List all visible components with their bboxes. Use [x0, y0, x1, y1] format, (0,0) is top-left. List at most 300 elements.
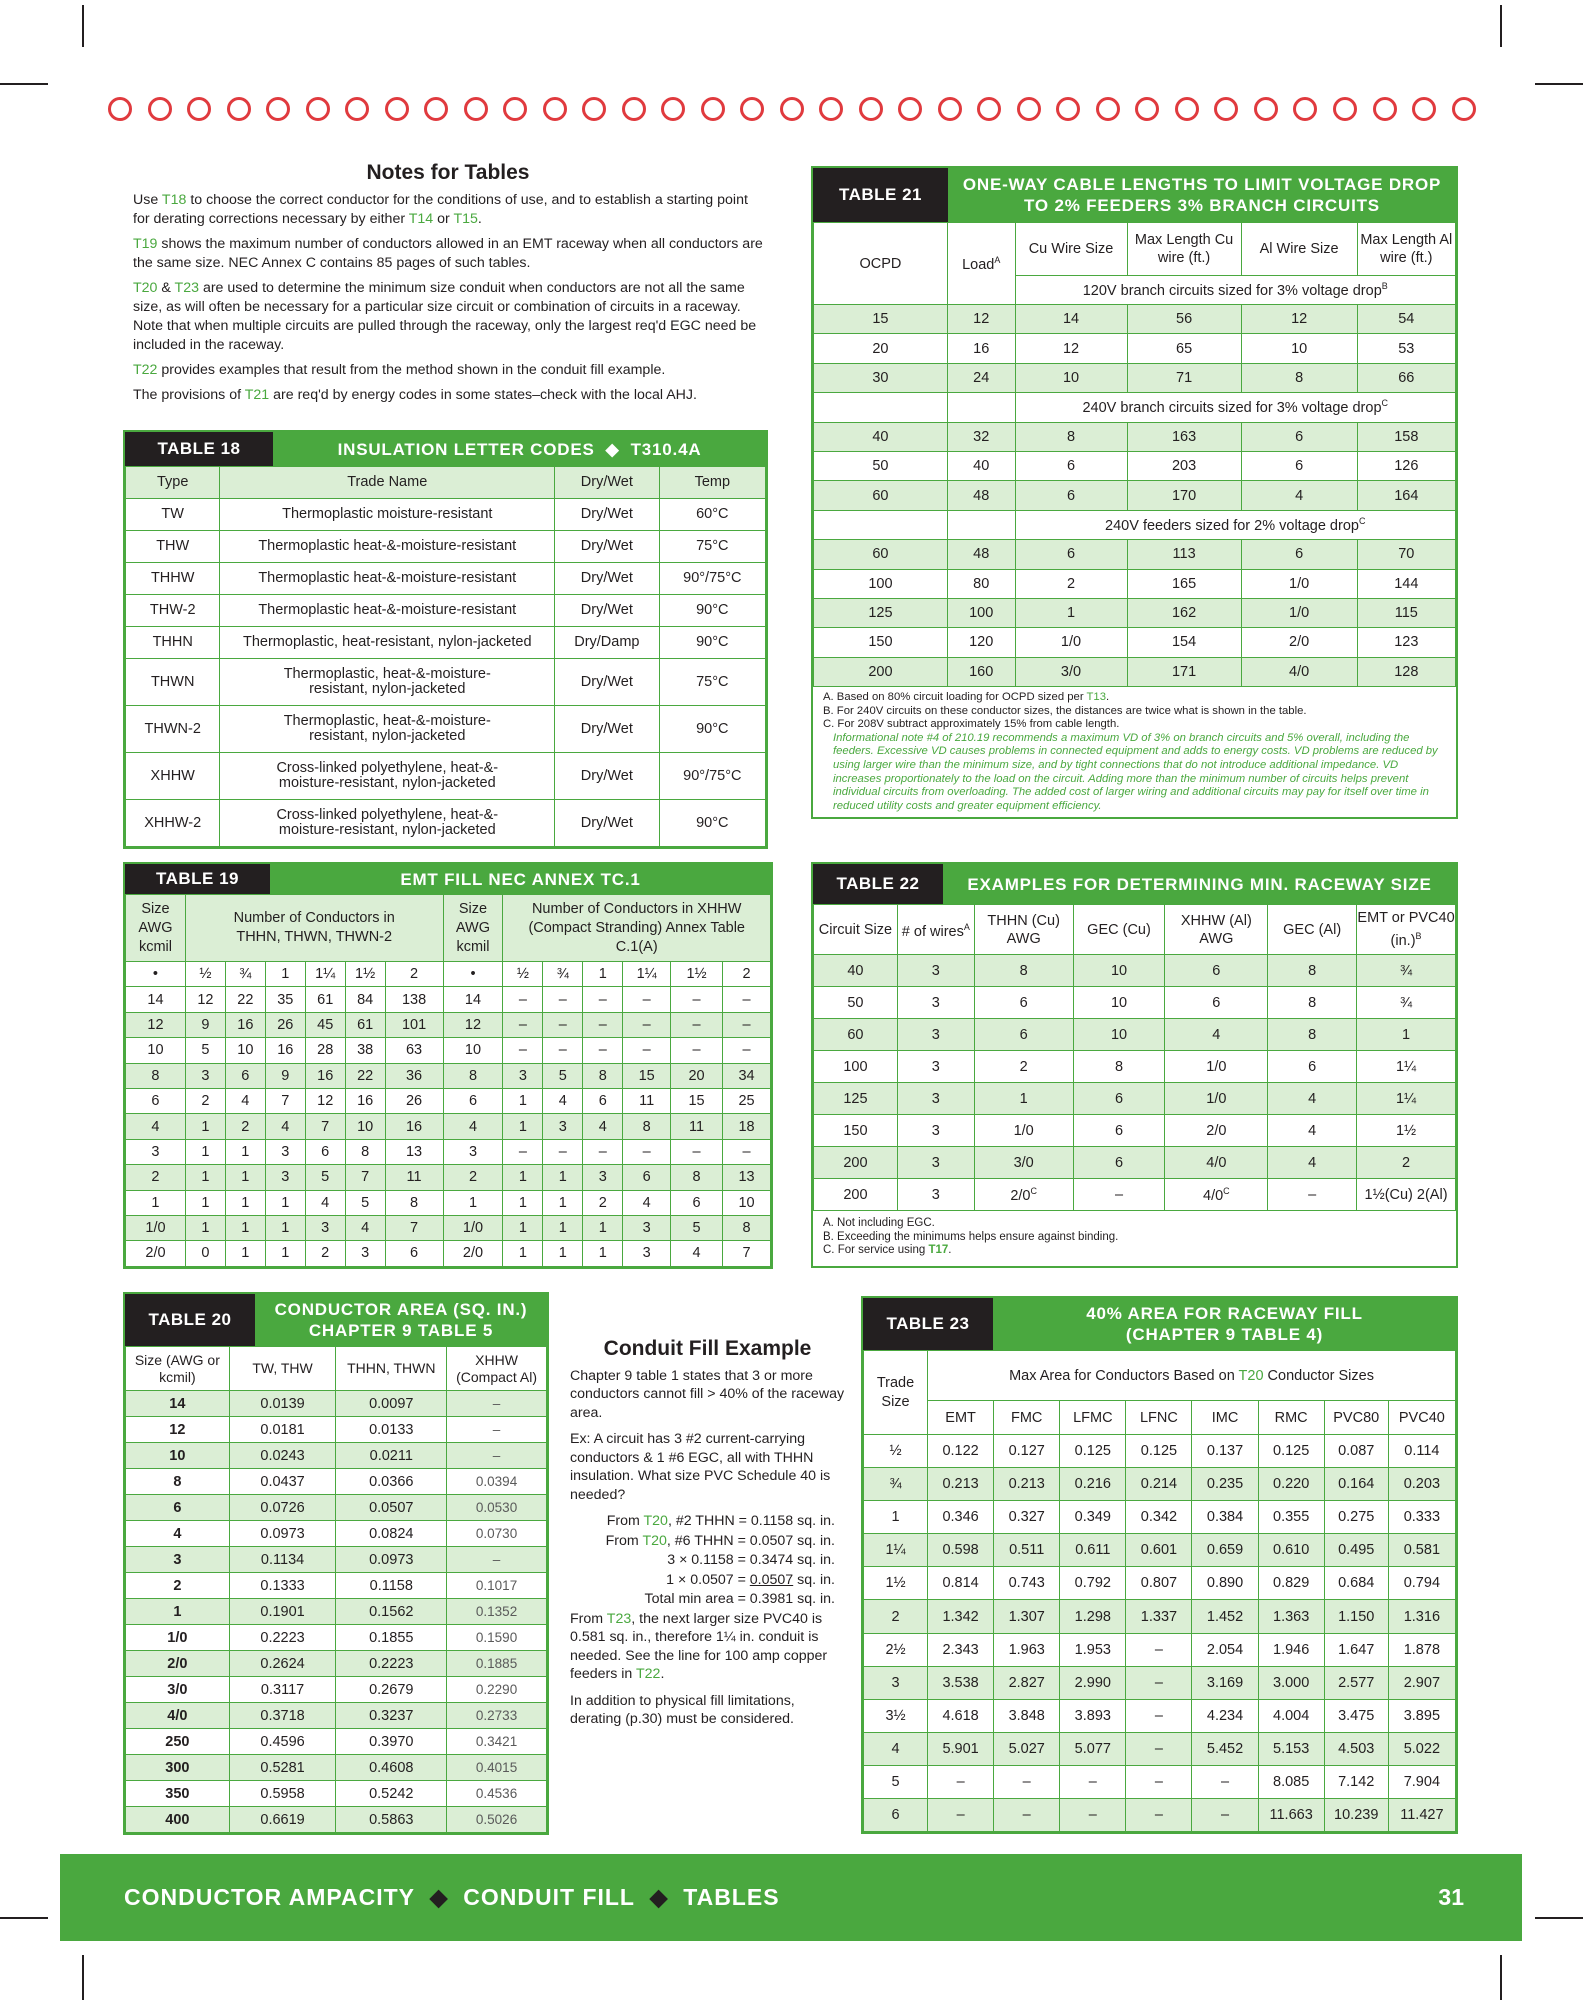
table-cell: 1: [185, 1190, 225, 1215]
table-cell: 3.895: [1388, 1699, 1455, 1732]
table-cell: 1: [126, 1599, 230, 1625]
table-cell: 3: [897, 987, 974, 1019]
table-cell: 0.087: [1324, 1435, 1388, 1468]
table-row: [126, 1038, 771, 1063]
table-cell: 3: [623, 1241, 671, 1266]
table-cell: 0.1158: [336, 1573, 447, 1599]
table-ref-link[interactable]: T21: [244, 387, 270, 403]
ring-icon: [1412, 97, 1436, 121]
table-cell: –: [503, 1139, 543, 1164]
table-cell: 5: [864, 1765, 928, 1798]
column-header: LFNC: [1126, 1401, 1192, 1435]
table-cell: 1/0: [1241, 598, 1357, 627]
table-cell: 0.4015: [447, 1755, 547, 1781]
table-cell: 48: [947, 481, 1015, 510]
table-row: [126, 1781, 547, 1807]
header-trade-size: Trade Size: [864, 1351, 928, 1435]
table-cell: 90°C: [659, 800, 765, 847]
table-cell: 1.878: [1388, 1633, 1455, 1666]
table-cell: 6: [1165, 955, 1268, 987]
table-cell: 5: [345, 1190, 385, 1215]
table-cell: 16: [345, 1088, 385, 1113]
table-ref-link[interactable]: T22: [636, 1666, 661, 1682]
table-cell: ¾: [864, 1468, 928, 1501]
crop-mark: [1535, 83, 1583, 85]
table-cell: 5.027: [994, 1732, 1060, 1765]
table-cell: 6: [1015, 481, 1127, 510]
table-cell: –: [1073, 1179, 1165, 1211]
table-cell: 1½(Cu) 2(Al): [1357, 1179, 1456, 1211]
table-cell: THW: [126, 531, 220, 563]
table-cell: Thermoplastic moisture-resistant: [220, 499, 555, 531]
table-cell: 4/0: [126, 1703, 230, 1729]
example-title: Conduit Fill Example: [603, 1337, 812, 1360]
table-row: [126, 1417, 547, 1443]
table-cell: 90°C: [659, 627, 765, 659]
table-cell: 0.2679: [336, 1677, 447, 1703]
table-cell: 10: [345, 1114, 385, 1139]
table-row: [126, 1625, 547, 1651]
size-header: 1¼: [305, 962, 345, 987]
table-cell: 138: [385, 987, 443, 1012]
table-cell: 2: [864, 1600, 928, 1633]
table-cell: 3/0: [126, 1677, 230, 1703]
table-cell: 0.684: [1324, 1567, 1388, 1600]
note-paragraph: Use T18 to choose the correct conductor for the conditions of use, and to establish a starting point for derating corrections necessary by either T14 or T15.: [133, 192, 748, 227]
header-max-area: Max Area for Conductors Based on T20 Conductor Sizes: [928, 1351, 1456, 1401]
table-cell: 3.893: [1060, 1699, 1126, 1732]
table-cell: 0.4596: [229, 1729, 336, 1755]
note-paragraph: T19 shows the maximum number of conductors allowed in an EMT raceway when all conductors are the same size. NEC Annex C contains 85 pages of such tables.: [133, 236, 763, 271]
table-row: [126, 1807, 547, 1833]
ring-icon: [503, 97, 527, 121]
table-cell: 3: [543, 1114, 583, 1139]
table-cell: 54: [1357, 305, 1455, 334]
size-header: ¾: [543, 962, 583, 987]
table-cell: 1.946: [1258, 1633, 1324, 1666]
table-cell: –: [503, 1012, 543, 1037]
table-cell: 0.3237: [336, 1703, 447, 1729]
table-row: [126, 1703, 547, 1729]
table-cell: 0.3970: [336, 1729, 447, 1755]
table-ref-link[interactable]: T17: [928, 1244, 949, 1257]
table-cell: 1: [503, 1114, 543, 1139]
table-cell: 126: [1357, 451, 1455, 480]
table-ref-link[interactable]: T13: [1086, 691, 1106, 704]
table-row: [126, 1521, 547, 1547]
table-row: [126, 1729, 547, 1755]
table-cell: 0.203: [1388, 1468, 1455, 1501]
table-cell: 8: [1268, 1019, 1357, 1051]
table-cell: 16: [385, 1114, 443, 1139]
table-cell: 1.298: [1060, 1600, 1126, 1633]
table-cell: –: [1126, 1633, 1192, 1666]
ring-icon: [1452, 97, 1476, 121]
table-cell: –: [583, 1012, 623, 1037]
table-cell: 0.0211: [336, 1443, 447, 1469]
table-cell: 1.963: [994, 1633, 1060, 1666]
size-header: ½: [503, 962, 543, 987]
table-row: [864, 1633, 1456, 1666]
table-cell: 32: [947, 422, 1015, 451]
table-cell: 0.1333: [229, 1573, 336, 1599]
table-cell: THWN: [126, 659, 220, 706]
table-cell: 3: [897, 1179, 974, 1211]
table-ref-link[interactable]: T22: [133, 362, 158, 378]
table-cell: 6: [1268, 1051, 1357, 1083]
table-cell: 5: [305, 1165, 345, 1190]
ring-icon: [148, 97, 172, 121]
table-cell: 15: [814, 305, 948, 334]
table-cell: 4: [265, 1114, 305, 1139]
table-ref-link[interactable]: T20: [1238, 1367, 1264, 1384]
table-cell: 1/0: [1165, 1083, 1268, 1115]
table-cell: 0.5863: [336, 1807, 447, 1833]
section-header: 240V branch circuits sized for 3% voltage drop$^C$: [1015, 393, 1455, 422]
table-row: [126, 659, 766, 706]
table-row: [126, 1573, 547, 1599]
ring-icon: [1135, 97, 1159, 121]
header-gec-cu: GEC (Cu): [1073, 905, 1165, 955]
table-row: [864, 1765, 1456, 1798]
table-cell: 7: [723, 1241, 771, 1266]
table-cell: 400: [126, 1807, 230, 1833]
ring-icon: [227, 97, 251, 121]
table-row: [864, 1666, 1456, 1699]
table-cell: 4: [1268, 1115, 1357, 1147]
table-cell: 0.0394: [447, 1469, 547, 1495]
empty-cell: [814, 510, 948, 539]
table-cell: 11.427: [1388, 1799, 1455, 1832]
table-cell: $2/0^C$: [974, 1179, 1073, 1211]
size-header: ¾: [225, 962, 265, 987]
table-cell: –: [723, 1012, 771, 1037]
header-al-size: Al Wire Size: [1241, 223, 1357, 276]
table-cell: 3: [897, 955, 974, 987]
table-cell: 5.153: [1258, 1732, 1324, 1765]
table-cell: 3: [623, 1215, 671, 1240]
table-cell: –: [583, 1139, 623, 1164]
table-row: [864, 1732, 1456, 1765]
table-cell: –: [994, 1765, 1060, 1798]
table-23-raceway-fill-area: [861, 1296, 1458, 1834]
table-ref-link[interactable]: T18: [161, 192, 187, 208]
table-cell: 0.333: [1388, 1501, 1455, 1534]
table-cell: 6: [305, 1139, 345, 1164]
table-cell: 16: [305, 1063, 345, 1088]
table-cell: 90°/75°C: [659, 563, 765, 595]
table-cell: 0.743: [994, 1567, 1060, 1600]
table-row: [864, 1600, 1456, 1633]
table-cell: 0.125: [1060, 1435, 1126, 1468]
table-row: [814, 481, 1456, 510]
table-row: [864, 1501, 1456, 1534]
table-row: [126, 1241, 771, 1266]
table-cell: 200: [814, 1147, 898, 1179]
header-size: Size AWG kcmil: [126, 895, 186, 962]
header-wires: # of wires$^A$: [897, 905, 974, 955]
header-load: Load$^A$: [947, 223, 1015, 305]
table-cell: 3.000: [1258, 1666, 1324, 1699]
table-cell: 5: [671, 1215, 723, 1240]
table-ref-link[interactable]: T20: [643, 1513, 668, 1529]
table-cell: 0.114: [1388, 1435, 1455, 1468]
example-paragraph: From T23, the next larger size PVC40 is 0.581 sq. in., therefore 1¼ in. conduit is needed. See the line for 100 amp copper feeders in T22.: [570, 1610, 828, 1682]
footer-title: CONDUCTOR AMPACITY ◆ CONDUIT FILL ◆ TABLES: [124, 1884, 780, 1910]
table-cell: Thermoplastic heat-&-moisture-resistant: [220, 563, 555, 595]
table-cell: 8: [345, 1139, 385, 1164]
size-header: 2: [385, 962, 443, 987]
ring-icon: [1373, 97, 1397, 121]
table-cell: 0.829: [1258, 1567, 1324, 1600]
table-cell: THW-2: [126, 595, 220, 627]
table-cell: 40: [814, 422, 948, 451]
table-ref-link[interactable]: T14: [408, 211, 434, 227]
table-cell: 60: [814, 540, 948, 569]
table-cell: 0.122: [928, 1435, 994, 1468]
ring-icon: [740, 97, 764, 121]
table-cell: 5.901: [928, 1732, 994, 1765]
table-row: [864, 1567, 1456, 1600]
table-cell: 100: [814, 1051, 898, 1083]
table-cell: 1: [265, 1215, 305, 1240]
table-ref-link[interactable]: T20: [642, 1532, 667, 1549]
table-cell: 6: [864, 1799, 928, 1832]
table-cell: 2.054: [1192, 1633, 1258, 1666]
table-cell: 1.342: [928, 1600, 994, 1633]
table-row: [126, 706, 766, 753]
table-cell: 2: [974, 1051, 1073, 1083]
table-cell: 0.2223: [229, 1625, 336, 1651]
ring-icon: [1017, 97, 1041, 121]
table-cell: 10: [723, 1190, 771, 1215]
table-row: [814, 451, 1456, 480]
table-cell: –: [1126, 1666, 1192, 1699]
header-cu-length: Max Length Cu wire (ft.): [1127, 223, 1241, 276]
table-cell: 120: [947, 628, 1015, 657]
table-row: [126, 563, 766, 595]
table-ref-link[interactable]: T20: [133, 280, 158, 296]
table-cell: 154: [1127, 628, 1241, 657]
table-cell: 7.904: [1388, 1765, 1455, 1798]
table-cell: 2: [185, 1088, 225, 1113]
table-cell: 3: [265, 1165, 305, 1190]
table-cell: Cross-linked polyethylene, heat-&-moisture-resistant, nylon-jacketed: [220, 800, 555, 847]
table-cell: 2.343: [928, 1633, 994, 1666]
table-cell: 1¼: [1357, 1051, 1456, 1083]
table-cell: 0.792: [1060, 1567, 1126, 1600]
table-cell: 8: [385, 1190, 443, 1215]
table-cell: Thermoplastic, heat-&-moisture-resistant, nylon-jacketed: [220, 706, 555, 753]
size-header: 1½: [345, 962, 385, 987]
table-cell: 2: [1015, 569, 1127, 598]
table-cell: $4/0^C$: [1165, 1179, 1268, 1211]
table-cell: 3/0: [1015, 657, 1127, 686]
header-al-length: Max Length Al wire (ft.): [1357, 223, 1455, 276]
table-cell: 22: [345, 1063, 385, 1088]
table-cell: 0.5958: [229, 1781, 336, 1807]
ring-icon: [1254, 97, 1278, 121]
table-cell: 75°C: [659, 659, 765, 706]
table-cell: 0.342: [1126, 1501, 1192, 1534]
table-cell: 61: [345, 1012, 385, 1037]
column-header: Type: [126, 467, 220, 499]
table-cell: 203: [1127, 451, 1241, 480]
table-cell: 8: [126, 1063, 186, 1088]
table-cell: –: [623, 987, 671, 1012]
table-cell: 5: [185, 1038, 225, 1063]
table-row: [814, 363, 1456, 392]
table-cell: –: [503, 1038, 543, 1063]
table-cell: 1: [185, 1139, 225, 1164]
table-22-raceway-examples: [811, 862, 1458, 1268]
table-cell: 10: [1241, 334, 1357, 363]
table-cell: 5.022: [1388, 1732, 1455, 1765]
table-cell: Dry/Damp: [555, 627, 660, 659]
table-cell: Dry/Wet: [555, 531, 660, 563]
ring-icon: [266, 97, 290, 121]
table-row: [814, 1051, 1456, 1083]
insulation-table: [125, 466, 766, 847]
table-header-bar: [863, 1298, 1456, 1350]
table-cell: 128: [1357, 657, 1455, 686]
table-cell: Thermoplastic heat-&-moisture-resistant: [220, 531, 555, 563]
table-row: [126, 800, 766, 847]
table-cell: 101: [385, 1012, 443, 1037]
table-cell: 1: [1015, 598, 1127, 627]
table-ref-link[interactable]: T23: [174, 280, 199, 296]
table-cell: 0.0437: [229, 1469, 336, 1495]
table-cell: 56: [1127, 305, 1241, 334]
table-cell: 10.239: [1324, 1799, 1388, 1832]
table-cell: THHN: [126, 627, 220, 659]
table-cell: 6: [623, 1165, 671, 1190]
table-cell: 12: [443, 1012, 503, 1037]
table-cell: Dry/Wet: [555, 706, 660, 753]
table-cell: Dry/Wet: [555, 595, 660, 627]
table-cell: 113: [1127, 540, 1241, 569]
table-cell: 1: [1357, 1019, 1456, 1051]
table-cell: 8: [126, 1469, 230, 1495]
table-cell: 4: [864, 1732, 928, 1765]
table-row: [814, 1147, 1456, 1179]
table-cell: 1: [583, 1241, 623, 1266]
size-header: 1½: [671, 962, 723, 987]
table-cell: 7: [345, 1165, 385, 1190]
table-cell: 10: [126, 1443, 230, 1469]
table-cell: 1.363: [1258, 1600, 1324, 1633]
table-title: ONE-WAY CABLE LENGTHS TO LIMIT VOLTAGE DROP TO 2% FEEDERS 3% BRANCH CIRCUITS: [948, 168, 1456, 222]
empty-cell: [814, 393, 948, 422]
table-cell: 1: [265, 1190, 305, 1215]
column-header: Trade Name: [220, 467, 555, 499]
table-label: TABLE 22: [813, 864, 943, 904]
table-cell: 0.807: [1126, 1567, 1192, 1600]
table-ref-link[interactable]: T15: [453, 211, 478, 227]
size-header: 2: [723, 962, 771, 987]
table-cell: 1: [443, 1190, 503, 1215]
ring-icon: [1056, 97, 1080, 121]
table-cell: 0.659: [1192, 1534, 1258, 1567]
ring-icon: [1214, 97, 1238, 121]
table-cell: XHHW-2: [126, 800, 220, 847]
voltage-drop-table: [813, 222, 1456, 687]
table-cell: 1: [503, 1215, 543, 1240]
empty-cell: [947, 393, 1015, 422]
table-cell: 50: [814, 451, 948, 480]
table-title: INSULATION LETTER CODES ◆ T310.4A: [273, 432, 766, 466]
table-cell: 125: [814, 1083, 898, 1115]
table-cell: 8.085: [1258, 1765, 1324, 1798]
table-cell: 0.4608: [336, 1755, 447, 1781]
table-cell: 1¼: [1357, 1083, 1456, 1115]
table-cell: 1: [225, 1165, 265, 1190]
table-cell: 0.125: [1126, 1435, 1192, 1468]
table-cell: 2: [1357, 1147, 1456, 1179]
table-cell: 10: [1073, 1019, 1165, 1051]
table-cell: –: [1192, 1765, 1258, 1798]
table-row: [126, 1755, 547, 1781]
table-cell: 3: [305, 1215, 345, 1240]
table-cell: –: [1192, 1799, 1258, 1832]
table-row: [814, 657, 1456, 686]
table-row: [126, 531, 766, 563]
table-cell: 8: [1268, 987, 1357, 1019]
table-cell: –: [928, 1799, 994, 1832]
table-cell: –: [1126, 1732, 1192, 1765]
table-header-bar: [813, 168, 1456, 222]
table-cell: 6: [1241, 451, 1357, 480]
diamond-icon: ◆: [429, 1884, 449, 1910]
table-cell: 0.275: [1324, 1501, 1388, 1534]
table-title: CONDUCTOR AREA (SQ. IN.) CHAPTER 9 TABLE 5: [255, 1294, 547, 1346]
table-cell: –: [583, 1038, 623, 1063]
table-row: [814, 540, 1456, 569]
table-cell: 6: [583, 1088, 623, 1113]
table-cell: 50: [814, 987, 898, 1019]
table-cell: 3: [503, 1063, 543, 1088]
column-header: LFMC: [1060, 1401, 1126, 1435]
header-thhn: THHN (Cu) AWG: [974, 905, 1073, 955]
header-ocpd: OCPD: [814, 223, 948, 305]
table-ref-link[interactable]: T23: [606, 1610, 632, 1627]
column-header: FMC: [994, 1401, 1060, 1435]
column-header: Temp: [659, 467, 765, 499]
table-cell: 164: [1357, 481, 1455, 510]
header-size: Size AWG kcmil: [443, 895, 503, 962]
table-cell: 1: [185, 1114, 225, 1139]
table-cell: 60: [814, 1019, 898, 1051]
table-row: [814, 955, 1456, 987]
table-cell: 12: [185, 987, 225, 1012]
table-cell: 4/0: [1165, 1147, 1268, 1179]
table-cell: 24: [947, 363, 1015, 392]
table-cell: 4: [623, 1190, 671, 1215]
table-row: [126, 1651, 547, 1677]
table-cell: 1.647: [1324, 1633, 1388, 1666]
table-cell: 5: [543, 1063, 583, 1088]
table-cell: 0.611: [1060, 1534, 1126, 1567]
table-cell: 0.794: [1388, 1567, 1455, 1600]
table-cell: 4: [225, 1088, 265, 1113]
table-cell: 0.6619: [229, 1807, 336, 1833]
table-cell: 0.216: [1060, 1468, 1126, 1501]
table-row: [126, 1391, 547, 1417]
ring-icon: [108, 97, 132, 121]
table-ref-link[interactable]: T19: [133, 236, 158, 252]
ring-icon: [859, 97, 883, 121]
table-cell: 1: [185, 1165, 225, 1190]
